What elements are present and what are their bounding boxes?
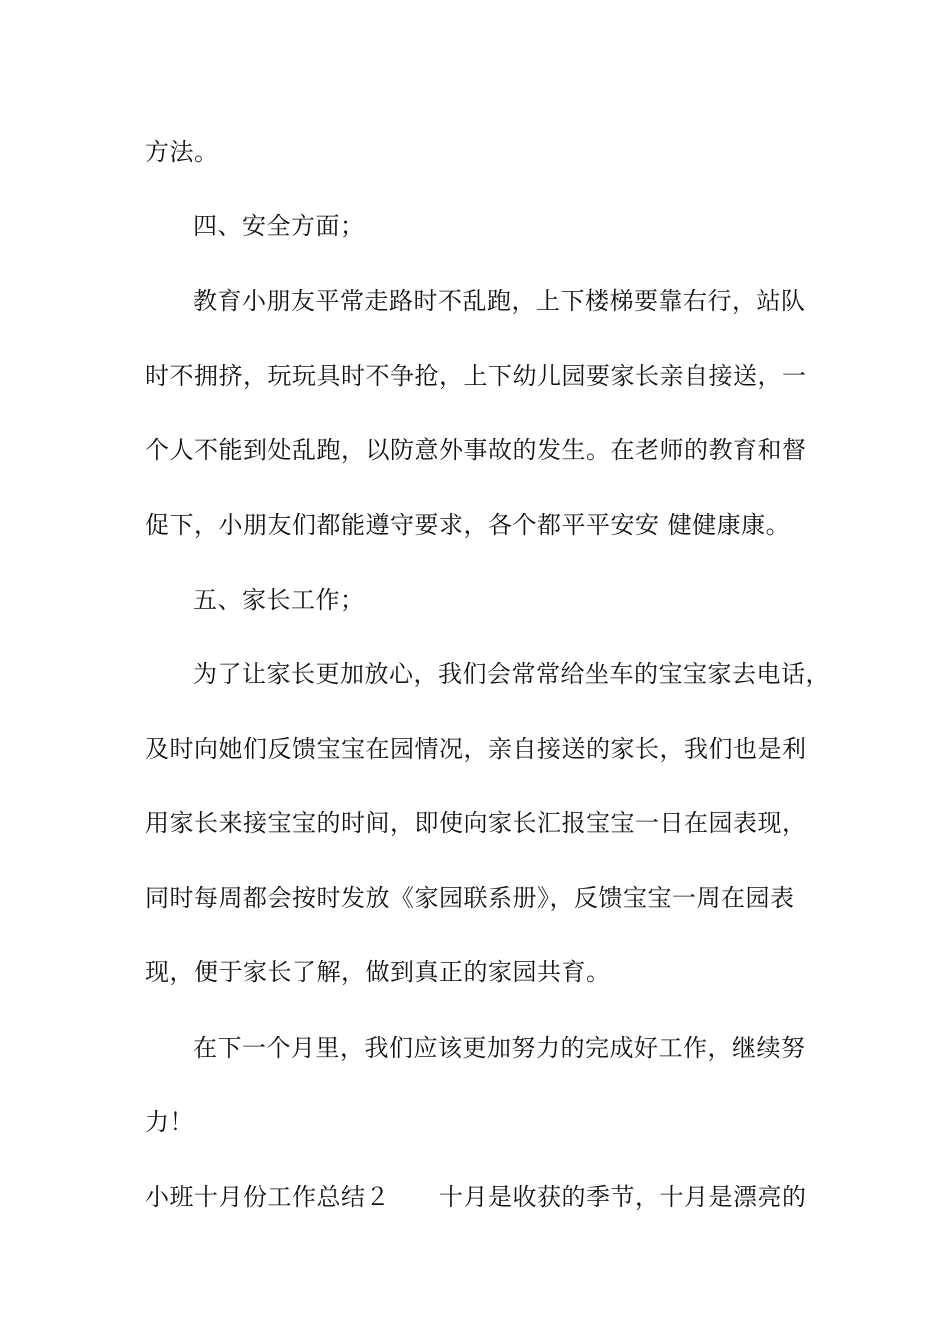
text-line: 同时每周都会按时发放《家园联系册》，反馈宝宝一周在园表	[145, 884, 795, 912]
text-line: 在下一个月里，我们应该更加努力的完成好工作，继续努	[193, 1034, 806, 1062]
text-line: 用家长来接宝宝的时间，即使向家长汇报宝宝一日在园表现，	[145, 809, 807, 837]
text-line-title: 小班十月份工作总结２ 十月是收获的季节，十月是漂亮的	[145, 1183, 807, 1211]
text-line: 力！	[145, 1108, 194, 1136]
text-line: 为了让家长更加放心，我们会常常给坐车的宝宝家去电话，	[193, 660, 830, 688]
text-line: 教育小朋友平常走路时不乱跑，上下楼梯要靠右行，站队	[193, 287, 806, 315]
text-line: 现，便于家长了解，做到真正的家园共育。	[145, 958, 611, 986]
text-line: 及时向她们反馈宝宝在园情况，亲自接送的家长，我们也是利	[145, 735, 807, 763]
text-line: 时不拥挤，玩玩具时不争抢，上下幼儿园要家长亲自接送，一	[145, 362, 807, 390]
text-line: 促下，小朋友们都能遵守要求，各个都平平安安 健健康康。	[145, 511, 791, 539]
text-line: 个人不能到处乱跑，以防意外事故的发生。在老师的教育和督	[145, 436, 807, 464]
section-heading-parents: 五、家长工作；	[193, 586, 365, 614]
text-line: 方法。	[145, 138, 219, 166]
section-heading-safety: 四、安全方面；	[193, 212, 365, 240]
